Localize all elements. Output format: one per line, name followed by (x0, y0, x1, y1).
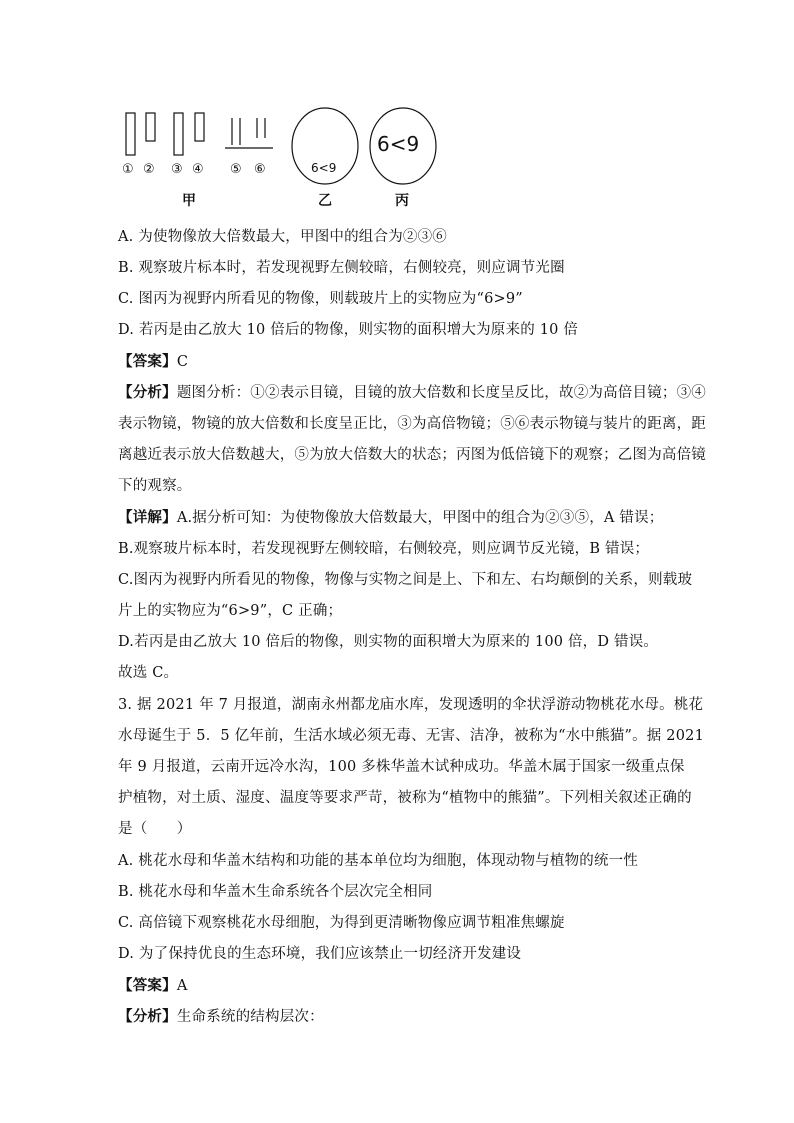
q2-detail-line-4: 片上的实物应为“6>9”，C 正确； (118, 603, 343, 619)
detail-tag: 【详解】 (118, 509, 177, 526)
q2-analysis-line-4: 下的观察。 (118, 478, 192, 494)
q3-stem-line-4: 护植物，对土质、湿度、温度等要求严苛，被称为“植物中的熊猫”。下列相关叙述正确的 (118, 790, 692, 806)
lens-number-5: ⑤ (230, 162, 242, 177)
answer-tag: 【答案】 (118, 977, 177, 994)
objective-long (174, 113, 183, 155)
q2-option-d: D. 若丙是由乙放大 10 倍后的物像，则实物的面积增大为原来的 10 倍 (118, 322, 579, 338)
label-yi: 乙 (318, 193, 332, 209)
lens-number-1: ① (122, 162, 134, 177)
q2-analysis-line-1 (118, 383, 706, 403)
q3-answer (118, 976, 187, 996)
q2-option-c: C. 图丙为视野内所看见的物像，则载玻片上的实物应为“6>9” (118, 291, 523, 307)
q2-detail-line-3: C.图丙为视野内所看见的物像，物像与实物之间是上、下和左、右均颠倒的关系，则载玻 (118, 572, 693, 588)
q3-stem-line-1: 3. 据 2021 年 7 月报道，湖南永州都龙庙水库，发现透明的伞状浮游动物桃花水母。桃花 (118, 697, 704, 713)
q3-option-b: B. 桃花水母和华盖木生命系统各个层次完全相同 (118, 884, 433, 900)
circle-yi-text: 6<9 (311, 161, 337, 175)
q3-option-d: D. 为了保持优良的生态环境，我们应该禁止一切经济开发建设 (118, 946, 522, 962)
analysis-tag: 【分析】 (118, 1008, 177, 1025)
lens-number-6: ⑥ (254, 162, 266, 177)
lens-number-2: ② (143, 162, 155, 177)
lens-number-4: ④ (192, 162, 204, 177)
q2-option-b: B. 观察玻片标本时，若发现视野左侧较暗，右侧较亮，则应调节光圈 (118, 260, 565, 276)
label-jia: 甲 (182, 193, 196, 209)
circle-bing-text: 6<9 (377, 132, 420, 156)
label-bing: 丙 (395, 193, 409, 209)
objective-short (195, 113, 204, 141)
detail-text: A.据分析可知：为使物像放大倍数最大，甲图中的组合为②③⑤，A 错误； (176, 510, 664, 526)
lens-number-3: ③ (171, 162, 183, 177)
q3-stem-line-5: 是（ ） (118, 821, 192, 837)
q2-analysis-line-3: 离越近表示放大倍数越大，⑤为放大倍数大的状态；丙图为低倍镜下的观察；乙图为高倍镜 (118, 447, 706, 463)
q3-analysis (118, 1007, 324, 1027)
answer-value: C (176, 354, 189, 370)
q2-detail-line-5: D.若丙是由乙放大 10 倍后的物像，则实物的面积增大为原来的 100 倍，D 错误。 (118, 634, 659, 650)
analysis-text: 生命系统的结构层次： (176, 1009, 324, 1025)
q2-analysis-line-2: 表示物镜，物镜的放大倍数和长度呈正比，③为高倍物镜；⑤⑥表示物镜与装片的距离，距 (118, 416, 706, 432)
q2-detail-line-2: B.观察玻片标本时，若发现视野左侧较暗，右侧较亮，则应调节反光镜，B 错误； (118, 541, 650, 557)
answer-tag: 【答案】 (118, 353, 177, 370)
q2-detail-line-1 (118, 508, 663, 528)
analysis-text: 题图分析：①②表示目镜，目镜的放大倍数和长度呈反比，故②为高倍目镜；③④ (176, 385, 707, 401)
q3-option-c: C. 高倍镜下观察桃花水母细胞，为得到更清晰物像应调节粗准焦螺旋 (118, 915, 565, 931)
microscope-figure (118, 100, 448, 210)
q2-answer (118, 352, 188, 372)
q3-stem-line-2: 水母诞生于 5．5 亿年前，生活水域必须无毒、无害、洁净，被称为“水中熊猫”。据 2021 (118, 728, 705, 744)
analysis-tag: 【分析】 (118, 384, 177, 401)
q2-option-a: A. 为使物像放大倍数最大，甲图中的组合为②③⑥ (118, 229, 447, 245)
answer-value: A (176, 978, 188, 994)
eyepiece-long (126, 113, 135, 155)
eyepiece-short (146, 113, 155, 141)
q3-stem-line-3: 年 9 月报道，云南开远冷水沟，100 多株华盖木试种成功。华盖木属于国家一级重点保 (118, 759, 685, 775)
q2-detail-line-6: 故选 C。 (118, 665, 179, 681)
q3-option-a: A. 桃花水母和华盖木结构和功能的基本单位均为细胞，体现动物与植物的统一性 (118, 853, 639, 869)
